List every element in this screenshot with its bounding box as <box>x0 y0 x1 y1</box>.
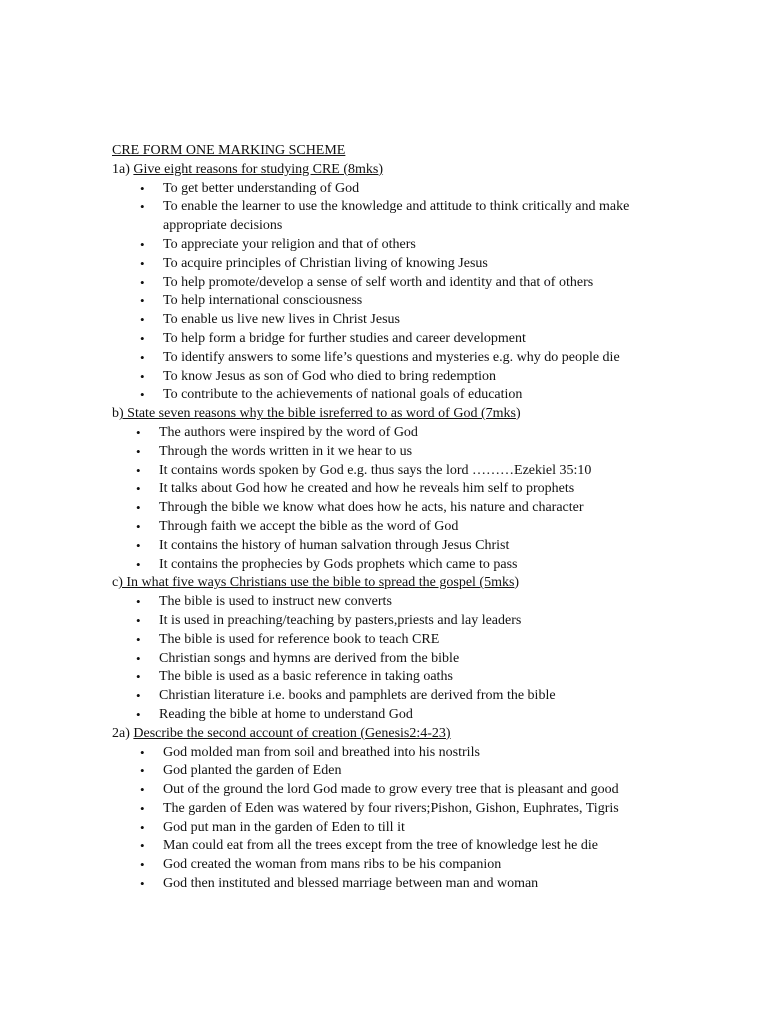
list-item: • The authors were inspired by the word of God <box>0 424 770 443</box>
question-1b-heading <box>112 405 770 424</box>
answer-list-2a <box>0 744 770 894</box>
list-item: • Through the words written in it we hear to us <box>0 443 770 462</box>
answer-list-1b <box>0 424 770 574</box>
bullet-icon: • <box>136 462 141 478</box>
list-item: • It contains the prophecies by Gods prophets which came to pass <box>0 556 770 575</box>
question-1c-heading <box>112 574 770 593</box>
bullet-icon: • <box>140 255 145 271</box>
list-item: • The bible is used for reference book to teach CRE <box>0 631 770 650</box>
bullet-icon: • <box>136 631 141 647</box>
bullet-icon: • <box>140 368 145 384</box>
question-tail: ) <box>514 575 520 591</box>
bullet-icon: • <box>136 612 141 628</box>
bullet-icon: • <box>136 481 141 497</box>
bullet-icon: • <box>140 763 145 779</box>
bullet-icon: • <box>140 274 145 290</box>
question-2a-heading <box>112 725 770 744</box>
list-item: • Reading the bible at home to understand God <box>0 706 770 725</box>
list-item: • It talks about God how he created and how he reveals him self to prophets <box>0 480 770 499</box>
list-item: • To enable the learner to use the knowledge and attitude to think critically and make appropriate decisions <box>140 199 630 234</box>
document-title: CRE FORM ONE MARKING SCHEME <box>112 143 346 158</box>
list-item: • Through the bible we know what does how he acts, his nature and character <box>0 499 770 518</box>
list-item: • Out of the ground the lord God made to grow every tree that is pleasant and good <box>0 781 770 800</box>
bullet-icon: • <box>140 236 145 252</box>
document-page <box>0 142 770 894</box>
list-item: • The bible is used as a basic reference in taking oaths <box>0 668 770 687</box>
bullet-icon: • <box>136 443 141 459</box>
bullet-icon: • <box>136 688 141 704</box>
question-text: Describe the second account of creation (Genesis2:4-23) <box>133 725 451 741</box>
bullet-icon: • <box>140 838 145 854</box>
list-item: • Through faith we accept the bible as the word of God <box>0 518 770 537</box>
list-item: • God molded man from soil and breathed into his nostrils <box>0 744 770 763</box>
bullet-icon: • <box>136 537 141 553</box>
list-item: • God put man in the garden of Eden to till it <box>0 819 770 838</box>
list-item: • God planted the garden of Eden <box>0 762 770 781</box>
question-text: Give eight reasons for studying CRE (8mks) <box>133 161 384 177</box>
question-number: c <box>112 575 119 591</box>
list-item: • To appreciate your religion and that of others <box>0 236 770 255</box>
bullet-icon: • <box>136 669 141 685</box>
list-item: • Man could eat from all the trees except from the tree of knowledge lest he die <box>0 837 770 856</box>
question-number: b <box>112 406 119 422</box>
bullet-icon: • <box>136 556 141 572</box>
bullet-icon: • <box>136 706 141 722</box>
list-item: • To get better understanding of God <box>0 180 770 199</box>
bullet-icon: • <box>136 424 141 440</box>
list-item: • Christian literature i.e. books and pamphlets are derived from the bible <box>0 687 770 706</box>
bullet-icon: • <box>140 180 145 196</box>
bullet-icon: • <box>140 800 145 816</box>
list-item: • To know Jesus as son of God who died to bring redemption <box>0 368 770 387</box>
list-item: • The garden of Eden was watered by four rivers;Pishon, Gishon, Euphrates, Tigris <box>0 800 770 819</box>
bullet-icon: • <box>140 857 145 873</box>
bullet-icon: • <box>140 876 145 892</box>
list-item: • It is used in preaching/teaching by pasters,priests and lay leaders <box>0 612 770 631</box>
question-number: 1a) <box>112 161 134 177</box>
list-item: • To help promote/develop a sense of self worth and identity and that of others <box>0 274 770 293</box>
bullet-icon: • <box>140 819 145 835</box>
list-item: • To enable us live new lives in Christ Jesus <box>0 311 770 330</box>
bullet-icon: • <box>136 650 141 666</box>
answer-list-1a <box>0 180 770 406</box>
list-item: • It contains words spoken by God e.g. thus says the lord ………Ezekiel 35:10 <box>0 462 770 481</box>
list-item: • It contains the history of human salvation through Jesus Christ <box>0 537 770 556</box>
list-item: • God then instituted and blessed marriage between man and woman <box>0 875 770 894</box>
list-item: • To help international consciousness <box>0 292 770 311</box>
bullet-icon: • <box>136 594 141 610</box>
bullet-icon: • <box>140 199 145 215</box>
list-item: • The bible is used to instruct new converts <box>0 593 770 612</box>
question-number: 2a) <box>112 725 134 741</box>
bullet-icon: • <box>140 312 145 328</box>
list-item: • To acquire principles of Christian living of knowing Jesus <box>0 255 770 274</box>
question-1a-heading <box>112 161 770 180</box>
bullet-icon: • <box>140 330 145 346</box>
list-item: • Christian songs and hymns are derived from the bible <box>0 650 770 669</box>
bullet-icon: • <box>140 387 145 403</box>
list-item: • To help form a bridge for further studies and career development <box>0 330 770 349</box>
list-item: • To identify answers to some life’s questions and mysteries e.g. why do people die <box>0 349 770 368</box>
bullet-icon: • <box>136 518 141 534</box>
question-text: ) State seven reasons why the bible isreferred to as word of God (7mks <box>119 406 516 422</box>
bullet-icon: • <box>140 744 145 760</box>
question-tail: ) <box>515 406 521 422</box>
list-item: • To contribute to the achievements of national goals of education <box>0 386 770 405</box>
list-item: • God created the woman from mans ribs to be his companion <box>0 856 770 875</box>
bullet-icon: • <box>140 349 145 365</box>
question-text: ) In what five ways Christians use the bible to spread the gospel (5mks <box>118 575 515 591</box>
answer-list-1c <box>0 593 770 725</box>
bullet-icon: • <box>136 500 141 516</box>
bullet-icon: • <box>140 293 145 309</box>
bullet-icon: • <box>140 782 145 798</box>
